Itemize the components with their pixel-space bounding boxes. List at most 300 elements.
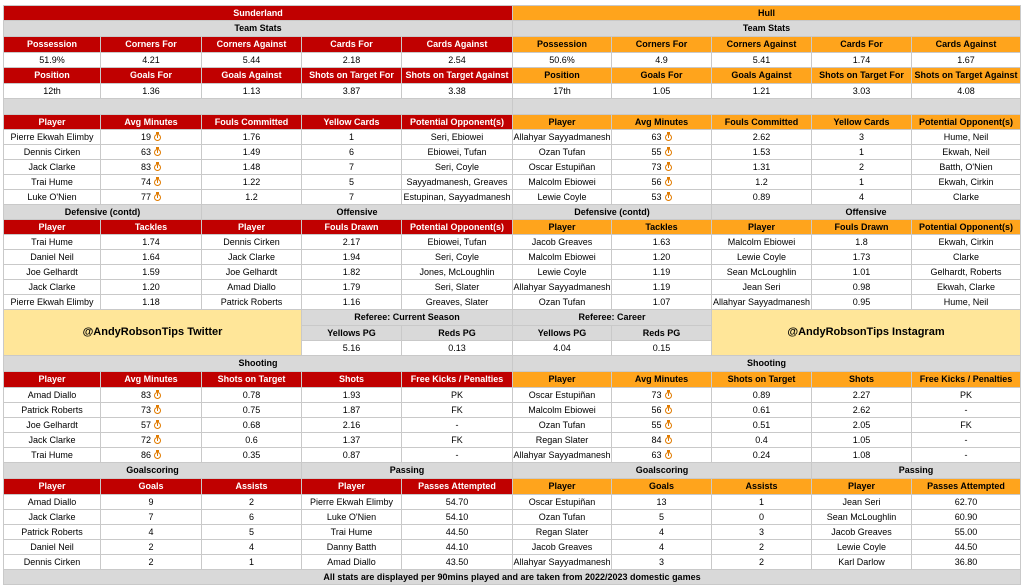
table-row-fouls-drawn-text: 0.95 <box>852 296 871 307</box>
away-value-cards_against-text: 1.67 <box>957 54 975 65</box>
table-row-player <box>3 160 101 175</box>
table-row-player-text: Regan Slater <box>535 434 589 445</box>
home-label-possession <box>3 37 101 53</box>
table-row-opponents-text: Sayyadmanesh, Greaves <box>406 176 508 187</box>
home-passing-header-player <box>302 479 402 495</box>
table-row-minutes <box>101 175 202 190</box>
table-row-player <box>513 175 612 190</box>
stopwatch-icon <box>665 194 672 201</box>
away-tackles-header-player <box>513 220 612 235</box>
away-goals-header-assists-text: Assists <box>745 481 778 491</box>
table-row-minutes <box>101 433 202 448</box>
table-row-player-text: Jean Seri <box>842 496 881 507</box>
away-fouls-header-potential_opponents <box>912 115 1021 130</box>
home-value-cards_against-text: 2.54 <box>448 54 466 65</box>
twitter-handle[interactable] <box>3 310 302 356</box>
referee-current-header-text: Referee: Current Season <box>354 312 460 322</box>
table-row-player <box>3 495 101 510</box>
table-row-assists <box>202 495 302 510</box>
home-label-corners_against <box>202 37 302 53</box>
table-row-player-text: Lewie Coyle <box>736 251 787 262</box>
stopwatch-icon <box>154 179 161 186</box>
table-row-fouls <box>712 130 812 145</box>
table-row-assists <box>202 510 302 525</box>
table-row-assists-text: 2 <box>758 541 764 552</box>
table-row-minutes <box>612 403 712 418</box>
table-row-fouls-drawn <box>302 250 402 265</box>
table-row-opponents <box>912 130 1021 145</box>
table-row-assists <box>712 540 812 555</box>
table-row-fouls-text: 1.31 <box>752 161 771 172</box>
away-label-cards_for <box>812 37 912 53</box>
table-row-fk <box>402 448 513 463</box>
table-row-tackles <box>612 295 712 310</box>
away-drawn-header-fouls-text: Fouls Drawn <box>834 221 889 232</box>
table-row-yellows <box>302 190 402 205</box>
away-value-shots_on_target_for-text: 3.03 <box>852 85 871 96</box>
table-row-sot-text: 0.4 <box>755 434 768 445</box>
table-row-sot-text: 0.75 <box>242 404 261 415</box>
away-label-shots_on_target_for-text: Shots on Target For <box>819 70 904 80</box>
table-row-shots <box>812 388 912 403</box>
table-row-player-text: Jack Clarke <box>28 434 76 445</box>
table-row-fouls-text: 1.76 <box>242 131 261 142</box>
table-row-opponents-text: Ekwah, Clarke <box>936 281 996 292</box>
table-row-player-text: Ozan Tufan <box>538 296 586 307</box>
table-row-fouls-drawn <box>812 250 912 265</box>
table-row-player <box>202 235 302 250</box>
footer-note-text: All stats are displayed per 90mins played and are taken from 2022/2023 domestic games <box>323 571 701 582</box>
stopwatch-icon <box>665 407 672 414</box>
table-row-sot-text: 0.6 <box>245 434 258 445</box>
table-row-goals-text: 5 <box>658 511 664 522</box>
table-row-player <box>3 418 101 433</box>
away-shooting-header-avg_minutes <box>612 372 712 388</box>
home-goals-header-assists-text: Assists <box>235 481 268 491</box>
table-row-player <box>3 295 101 310</box>
table-row-fouls-drawn <box>812 280 912 295</box>
table-row-passes-text: 60.90 <box>954 511 978 522</box>
home-value-possession-text: 51.9% <box>39 54 65 65</box>
away-fouls-header-yellow_cards-text: Yellow Cards <box>833 116 890 127</box>
table-row-yellows <box>302 160 402 175</box>
table-row-assists-text: 1 <box>248 556 254 567</box>
table-row-fk <box>402 388 513 403</box>
away-drawn-header-opponents <box>912 220 1021 235</box>
table-row-player-text: Jack Clarke <box>227 251 275 262</box>
table-row-opponents-text: Seri, Slater <box>434 281 480 292</box>
table-row-minutes-text: 55 <box>651 146 662 157</box>
table-row-player-text: Jack Clarke <box>28 511 76 522</box>
away-label-shots_on_target_against-text: Shots on Target Against <box>914 70 1018 80</box>
home-value-goals_for-text: 1.36 <box>142 85 160 96</box>
away-spacer <box>513 99 1021 115</box>
table-row-tackles <box>101 250 202 265</box>
home-label-possession-text: Possession <box>26 39 78 49</box>
table-row-player <box>513 235 612 250</box>
table-row-fouls-text: 0.89 <box>752 191 771 202</box>
home-tackles-header-player <box>3 220 101 235</box>
table-row-fouls-drawn-text: 1.01 <box>852 266 871 277</box>
table-row-minutes-text: 56 <box>651 176 662 187</box>
away-defensive-header-text: Defensive (contd) <box>574 206 650 217</box>
referee-career-yellows-label-text: Yellows PG <box>537 327 587 338</box>
table-row-player-text: Allahyar Sayyadmanesh <box>513 556 611 567</box>
table-row-player-text: Daniel Neil <box>30 251 74 262</box>
away-drawn-header-player-text: Player <box>747 221 776 232</box>
table-row-fouls-drawn <box>302 280 402 295</box>
table-row-goals-text: 13 <box>656 496 667 507</box>
table-row-minutes <box>101 130 202 145</box>
home-shooting-header-shots_on_target <box>202 372 302 388</box>
table-row-player-text: Sean McLoughlin <box>726 266 797 277</box>
table-row-fk <box>402 403 513 418</box>
home-value-shots_on_target_for <box>302 84 402 99</box>
referee-current-reds-label-text: Reds PG <box>438 327 476 338</box>
home-goals-header-player <box>3 479 101 495</box>
table-row-player-text: Lewie Coyle <box>537 191 587 202</box>
table-row-tackles-text: 1.18 <box>142 296 160 307</box>
table-row-opponents <box>402 190 513 205</box>
stopwatch-icon <box>154 392 161 399</box>
table-row-player <box>812 495 912 510</box>
home-drawn-header-fouls <box>302 220 402 235</box>
table-row-minutes <box>612 160 712 175</box>
table-row-player <box>302 495 402 510</box>
home-shooting-header-player-text: Player <box>38 374 66 384</box>
home-goals-header-assists <box>202 479 302 495</box>
away-shooting-header-free_kicks_penalties <box>912 372 1021 388</box>
away-label-corners_for-text: Corners For <box>635 39 688 49</box>
twitter-handle-text: @AndyRobsonTips Twitter <box>82 326 223 338</box>
away-label-corners_against-text: Corners Against <box>726 39 797 49</box>
table-row-goals <box>612 525 712 540</box>
away-fouls-header-avg_minutes-text: Avg Minutes <box>634 116 689 127</box>
table-row-assists-text: 2 <box>758 556 764 567</box>
home-fouls-header-avg_minutes <box>101 115 202 130</box>
table-row-opponents <box>402 130 513 145</box>
table-row-tackles-text: 1.64 <box>142 251 160 262</box>
stopwatch-icon <box>154 437 161 444</box>
stopwatch-icon <box>665 164 672 171</box>
home-value-shots_on_target_for-text: 3.87 <box>342 85 361 96</box>
home-drawn-header-opponents <box>402 220 513 235</box>
table-row-opponents <box>402 160 513 175</box>
table-row-fouls-drawn <box>302 295 402 310</box>
table-row-shots <box>812 433 912 448</box>
home-drawn-header-fouls-text: Fouls Drawn <box>324 221 379 232</box>
table-row-passes-text: 44.10 <box>445 541 469 552</box>
away-label-goals_against-text: Goals Against <box>731 70 792 80</box>
away-fouls-header-player-text: Player <box>548 116 576 127</box>
away-drawn-header-fouls <box>812 220 912 235</box>
home-value-corners_for-text: 4.21 <box>142 54 160 65</box>
away-passing-header-passes-text: Passes Attempted <box>927 481 1005 491</box>
table-row-player-text: Jacob Greaves <box>531 236 593 247</box>
stopwatch-icon <box>665 392 672 399</box>
table-row-goals <box>101 525 202 540</box>
table-row-assists <box>202 525 302 540</box>
away-goalscoring-header <box>513 463 812 479</box>
table-row-assists <box>712 495 812 510</box>
table-row-minutes-text: 73 <box>140 404 151 415</box>
table-row-passes <box>912 510 1021 525</box>
table-row-tackles-text: 1.20 <box>652 251 671 262</box>
table-row-player-text: Patrick Roberts <box>220 296 283 307</box>
referee-current-reds <box>402 341 513 356</box>
home-offensive-header-text: Offensive <box>336 206 378 217</box>
table-row-fouls <box>202 160 302 175</box>
table-row-minutes-text: 77 <box>140 191 151 202</box>
table-row-tackles-text: 1.19 <box>652 281 671 292</box>
table-row-minutes-text: 83 <box>140 389 151 400</box>
table-row-fouls-drawn <box>812 235 912 250</box>
table-row-tackles-text: 1.63 <box>652 236 671 247</box>
table-row-player-text: Ozan Tufan <box>538 511 586 522</box>
home-label-cards_against-text: Cards Against <box>426 39 488 49</box>
away-value-shots_on_target_for <box>812 84 912 99</box>
table-row-player-text: Joe Gelhardt <box>225 266 278 277</box>
table-row-fouls-drawn-text: 1.8 <box>855 236 868 247</box>
away-fouls-header-player <box>513 115 612 130</box>
table-row-tackles-text: 1.20 <box>142 281 160 292</box>
table-row-tackles <box>612 280 712 295</box>
table-row-player <box>712 265 812 280</box>
table-row-assists-text: 1 <box>758 496 764 507</box>
table-row-shots-text: 1.08 <box>852 449 871 460</box>
table-row-assists <box>712 525 812 540</box>
table-row-player <box>513 295 612 310</box>
table-row-goals-text: 4 <box>658 526 664 537</box>
table-row-opponents-text: Ekwah, Neil <box>942 146 990 157</box>
home-defensive-header-text: Defensive (contd) <box>64 206 141 217</box>
table-row-minutes-text: 63 <box>651 449 662 460</box>
table-row-yellows-text: 4 <box>858 191 864 202</box>
table-row-opponents <box>912 190 1021 205</box>
home-drawn-header-player <box>202 220 302 235</box>
away-label-cards_against-text: Cards Against <box>935 39 997 49</box>
table-row-fouls <box>202 190 302 205</box>
table-row-opponents-text: Seri, Ebiowei <box>430 131 484 142</box>
home-shooting-header-shots_on_target-text: Shots on Target <box>217 374 286 384</box>
table-row-shots <box>812 418 912 433</box>
away-value-shots_on_target_against-text: 4.08 <box>957 85 975 96</box>
table-row-player-text: Trai Hume <box>31 449 73 460</box>
away-shooting-header <box>513 356 1021 372</box>
away-value-goals_for <box>612 84 712 99</box>
away-label-possession <box>513 37 612 53</box>
table-row-player <box>3 250 101 265</box>
table-row-player <box>513 190 612 205</box>
table-row-fouls <box>712 190 812 205</box>
table-row-player <box>3 265 101 280</box>
table-row-goals <box>612 510 712 525</box>
table-row-goals <box>612 555 712 570</box>
table-row-opponents <box>402 175 513 190</box>
away-label-possession-text: Possession <box>536 39 588 49</box>
stopwatch-icon <box>154 194 161 201</box>
home-goals-header-goals <box>101 479 202 495</box>
table-row-player-text: Jacob Greaves <box>831 526 892 537</box>
table-row-fouls-text: 1.49 <box>242 146 261 157</box>
table-row-opponents <box>402 295 513 310</box>
table-row-fk-text: - <box>964 434 968 445</box>
table-row-minutes-text: 73 <box>651 389 662 400</box>
away-tackles-header-tackles-text: Tackles <box>645 221 678 232</box>
table-row-opponents-text: Greaves, Slater <box>425 296 489 307</box>
table-row-player <box>3 130 101 145</box>
table-row-assists-text: 6 <box>248 511 254 522</box>
home-shooting-header-avg_minutes-text: Avg Minutes <box>124 374 178 384</box>
home-value-goals_against-text: 1.13 <box>242 85 261 96</box>
table-row-passes-text: 44.50 <box>954 541 978 552</box>
home-spacer <box>3 99 513 115</box>
home-goals-header-player-text: Player <box>38 481 66 491</box>
table-row-player-text: Luke O'Nien <box>27 191 77 202</box>
table-row-player-text: Oscar Estupiñan <box>528 496 596 507</box>
home-fouls-header-fouls_committed-text: Fouls Committed <box>214 116 289 127</box>
table-row-passes <box>402 555 513 570</box>
home-goalscoring-header <box>3 463 302 479</box>
table-row-goals <box>101 555 202 570</box>
table-row-player-text: Jack Clarke <box>28 161 76 172</box>
away-value-corners_for <box>612 53 712 68</box>
table-row-minutes <box>612 130 712 145</box>
home-goals-header-goals-text: Goals <box>138 481 164 491</box>
table-row-player-text: Jack Clarke <box>28 281 76 292</box>
referee-career-yellows-text: 4.04 <box>553 342 571 353</box>
table-row-fouls <box>712 175 812 190</box>
table-row-player <box>202 280 302 295</box>
table-row-player-text: Sean McLoughlin <box>826 511 897 522</box>
table-row-yellows <box>812 145 912 160</box>
table-row-fouls <box>712 145 812 160</box>
table-row-assists-text: 3 <box>758 526 764 537</box>
table-row-opponents-text: Ekwah, Cirkin <box>938 236 994 247</box>
table-row-player <box>812 525 912 540</box>
table-row-fouls-drawn-text: 1.94 <box>342 251 361 262</box>
table-row-opponents <box>402 235 513 250</box>
table-row-player-text: Trai Hume <box>31 176 73 187</box>
away-label-cards_against <box>912 37 1021 53</box>
referee-current-yellows-label <box>302 326 402 341</box>
table-row-passes <box>912 555 1021 570</box>
table-row-fk-text: - <box>455 449 459 460</box>
table-row-player <box>3 540 101 555</box>
table-row-fouls-drawn <box>812 295 912 310</box>
away-label-shots_on_target_against <box>912 68 1021 84</box>
table-row-player-text: Regan Slater <box>535 526 589 537</box>
table-row-yellows <box>812 130 912 145</box>
table-row-goals <box>612 495 712 510</box>
referee-career-reds-label <box>612 326 712 341</box>
table-row-goals <box>101 510 202 525</box>
stopwatch-icon <box>154 134 161 141</box>
referee-career-yellows-label <box>513 326 612 341</box>
stopwatch-icon <box>154 164 161 171</box>
away-shooting-header-player-text: Player <box>548 374 576 384</box>
table-row-player-text: Luke O'Nien <box>326 511 377 522</box>
table-row-shots <box>302 448 402 463</box>
away-goals-header-player-text: Player <box>548 481 576 491</box>
table-row-opponents <box>912 235 1021 250</box>
table-row-tackles-text: 1.74 <box>142 236 160 247</box>
home-tackles-header-tackles-text: Tackles <box>134 221 168 232</box>
table-row-player-text: Pierre Ekwah Elimby <box>309 496 394 507</box>
home-fouls-header-potential_opponents <box>402 115 513 130</box>
table-row-opponents-text: Clarke <box>952 251 979 262</box>
away-value-corners_for-text: 4.9 <box>655 54 668 65</box>
table-row-fouls <box>202 130 302 145</box>
table-row-sot <box>202 403 302 418</box>
table-row-player <box>513 403 612 418</box>
home-label-goals_against <box>202 68 302 84</box>
away-fouls-header-fouls_committed <box>712 115 812 130</box>
home-label-corners_for-text: Corners For <box>125 39 177 49</box>
home-value-shots_on_target_against-text: 3.38 <box>448 85 466 96</box>
table-row-player <box>3 388 101 403</box>
table-row-minutes <box>101 190 202 205</box>
table-row-player <box>3 280 101 295</box>
table-row-player <box>812 540 912 555</box>
table-row-player-text: Amad Diallo <box>27 496 77 507</box>
home-shooting-header-avg_minutes <box>101 372 202 388</box>
table-row-shots-text: 2.62 <box>852 404 871 415</box>
table-row-fk <box>912 448 1021 463</box>
table-row-opponents <box>912 280 1021 295</box>
table-row-passes-text: 43.50 <box>445 556 469 567</box>
away-fouls-header-fouls_committed-text: Fouls Committed <box>724 116 799 127</box>
away-passing-header <box>812 463 1021 479</box>
home-passing-header-passes-text: Passes Attempted <box>418 481 496 491</box>
table-row-player <box>513 495 612 510</box>
table-row-yellows-text: 5 <box>348 176 354 187</box>
table-row-player <box>513 280 612 295</box>
away-fouls-header-potential_opponents-text: Potential Opponent(s) <box>919 116 1013 127</box>
table-row-player <box>202 250 302 265</box>
home-tackles-header-tackles <box>101 220 202 235</box>
away-goals-header-assists <box>712 479 812 495</box>
home-label-position-text: Position <box>34 70 70 80</box>
table-row-opponents-text: Seri, Coyle <box>434 161 479 172</box>
table-row-tackles <box>612 250 712 265</box>
referee-current-reds-label <box>402 326 513 341</box>
table-row-fouls-drawn-text: 1.73 <box>852 251 871 262</box>
table-row-goals-text: 2 <box>148 556 154 567</box>
table-row-player <box>513 250 612 265</box>
stopwatch-icon <box>665 179 672 186</box>
away-value-goals_for-text: 1.05 <box>652 85 671 96</box>
table-row-tackles-text: 1.07 <box>652 296 671 307</box>
instagram-handle[interactable] <box>712 310 1021 356</box>
table-row-shots <box>302 388 402 403</box>
away-goalscoring-header-text: Goalscoring <box>635 465 689 475</box>
table-row-goals-text: 3 <box>658 556 664 567</box>
table-row-player-text: Ozan Tufan <box>538 146 586 157</box>
away-label-corners_for <box>612 37 712 53</box>
away-shooting-header-shots_on_target-text: Shots on Target <box>727 374 796 384</box>
referee-current-yellows-text: 5.16 <box>342 342 361 353</box>
home-shooting-header-text: Shooting <box>238 358 278 368</box>
home-value-goals_for <box>101 84 202 99</box>
table-row-yellows-text: 6 <box>348 146 354 157</box>
away-value-position-text: 17th <box>553 85 571 96</box>
home-value-corners_against-text: 5.44 <box>242 54 261 65</box>
table-row-minutes-text: 53 <box>651 191 662 202</box>
table-row-minutes-text: 63 <box>140 146 151 157</box>
table-row-fk <box>402 418 513 433</box>
table-row-player <box>3 555 101 570</box>
